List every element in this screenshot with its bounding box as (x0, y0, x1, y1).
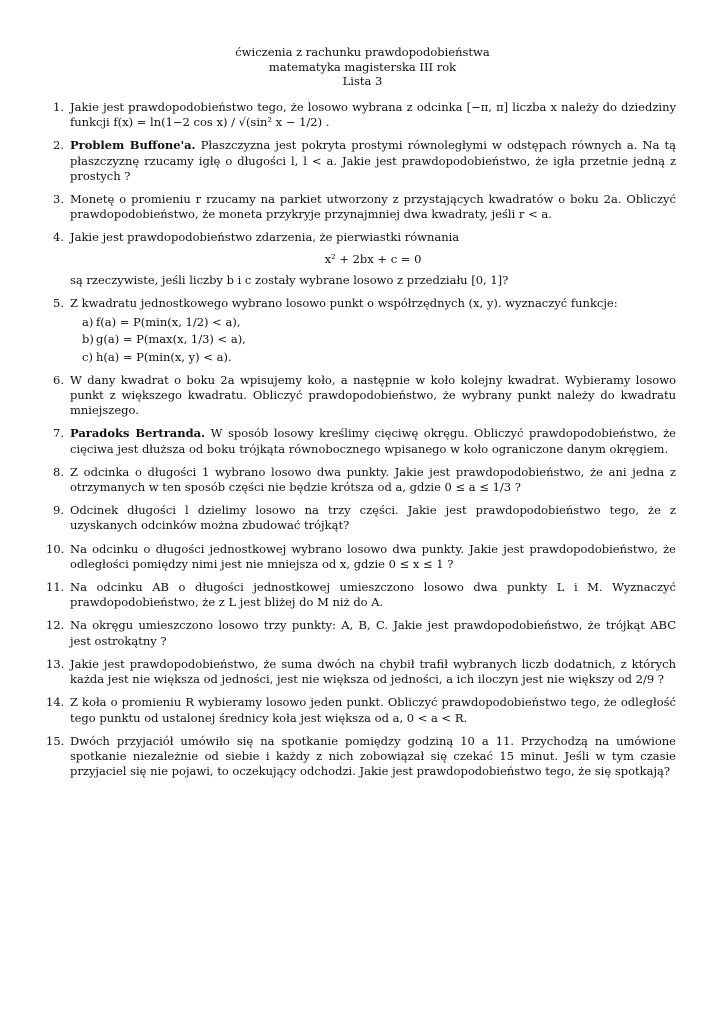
problem-9 (46, 503, 676, 533)
problem-label: Problem Buffone'a. (70, 138, 196, 153)
problem-text: W sposób losowy kreślimy cięciwę okręgu. Obliczyć prawdopodobieństwo, że cięciwa jest dłuższa od boku trójkąta równobocznego wpisanego w koło ograniczone danym okręgiem. (70, 426, 676, 456)
problem-7 (46, 426, 676, 456)
problem-text: Na odcinku o długości jednostkowej wybrano losowo dwa punkty. Jakie jest prawdopodobieństwo, że odległości pomiędzy nimi jest nie mniejsza od x, gdzie 0 ≤ x ≤ 1 ? (70, 541, 676, 571)
problem-14 (46, 695, 676, 725)
problem-10 (46, 542, 676, 572)
header-program: matematyka magisterska III rok (268, 59, 457, 74)
problem-text: Dwóch przyjaciół umówiło się na spotkanie pomiędzy godziną 10 a 11. Przychodzą na umówione spotkanie niezależnie od siebie i każdy z nich zobowiązał się czekać 15 minut. Jeśli w tym czasie przyjaciel się nie pojawi, to oczekujący odchodzi. Jakie jest prawdopodobieństwo tego, że się spotkają? (70, 733, 676, 779)
problem-text-continued: są rzeczywiste, jeśli liczby b i c zostały wybrane losowo z przedziału [0, 1]? (70, 272, 509, 287)
problem-8 (46, 465, 676, 495)
problem-number: 4. (53, 230, 64, 245)
problem-text: Monetę o promieniu r rzucamy na parkiet utworzony z przystających kwadratów o boku 2a. Obliczyć prawdopodobieństwo, że moneta przykryje przynajmniej dwa kwadraty, jeśli r < a. (70, 192, 676, 222)
header-course-title: ćwiczenia z rachunku prawdopodobieństwa (235, 45, 490, 59)
problem-4 (46, 230, 676, 288)
subitem-text: h(a) = P(min(x, y) < a). (96, 349, 232, 364)
problem-list (46, 100, 676, 787)
problem-12 (46, 618, 676, 648)
problem-13 (46, 657, 676, 687)
problem-text: W dany kwadrat o boku 2a wpisujemy koło, a następnie w koło kolejny kwadrat. Wybieramy losowo punkt z większego kwadratu. Obliczyć prawdopodobieństwo, że wybrany punkt należy do kwadratu mniejszego. (70, 372, 676, 418)
problem-number: 5. (53, 296, 64, 311)
subitem-letter: b) (82, 332, 94, 347)
document-header (0, 45, 725, 89)
problem-number: 2. (53, 138, 64, 153)
problem-number: 7. (53, 426, 64, 441)
problem-15 (46, 734, 676, 780)
problem-number: 15. (46, 733, 65, 748)
subitem-text: g(a) = P(max(x, 1/3) < a), (96, 332, 246, 347)
problem-text: Na odcinku AB o długości jednostkowej umieszczono losowo dwa punkty L i M. Wyznaczyć prawdopodobieństwo, że z L jest bliżej do M niż do A. (70, 580, 676, 610)
problem-number: 13. (46, 656, 65, 671)
header-list-number: Lista 3 (342, 74, 383, 88)
subitem-list (70, 315, 676, 365)
problem-6 (46, 373, 676, 419)
problem-text: Jakie jest prawdopodobieństwo zdarzenia, że pierwiastki równania (70, 230, 460, 245)
subitem-c (70, 350, 676, 365)
subitem-b (70, 332, 676, 347)
problem-11 (46, 580, 676, 610)
problem-number: 14. (46, 695, 65, 710)
problem-text: Jakie jest prawdopodobieństwo tego, że losowo wybrana z odcinka [−π, π] liczba x należy do dziedziny funkcji f(x) = ln(1−2 cos x) / √(sin² x − 1/2) . (70, 100, 676, 130)
problem-number: 3. (53, 192, 64, 207)
problem-number: 10. (46, 541, 65, 556)
problem-equation: x² + 2bx + c = 0 (324, 251, 422, 266)
subitem-letter: c) (82, 349, 93, 364)
problem-text: Odcinek długości l dzielimy losowo na trzy części. Jakie jest prawdopodobieństwo tego, że z uzyskanych odcinków można zbudować trójkąt? (70, 503, 676, 533)
problem-text: Jakie jest prawdopodobieństwo, że suma dwóch na chybił trafił wybranych liczb dodatnich, z których każda jest nie większa od jedności, jest nie większa od jedności, a ich iloczyn jest nie większy od 2/9 ? (70, 656, 676, 687)
problem-number: 11. (46, 580, 65, 595)
problem-number: 6. (53, 372, 64, 387)
problem-2 (46, 138, 676, 184)
problem-number: 9. (53, 503, 64, 518)
subitem-letter: a) (82, 315, 94, 330)
problem-text: Na okręgu umieszczono losowo trzy punkty: A, B, C. Jakie jest prawdopodobieństwo, że trójkąt ABC jest ostrokątny ? (70, 618, 676, 648)
subitem-a (70, 315, 676, 330)
problem-text: Z koła o promieniu R wybieramy losowo jeden punkt. Obliczyć prawdopodobieństwo tego, że odległość tego punktu od ustalonej średnicy koła jest większa od a, 0 < a < R. (70, 695, 676, 725)
problem-text: Z odcinka o długości 1 wybrano losowo dwa punkty. Jakie jest prawdopodobieństwo, że ani jedna z otrzymanych w ten sposób części nie będzie krótsza od a, gdzie 0 ≤ a ≤ 1/3 ? (70, 464, 676, 495)
problem-1 (46, 100, 676, 130)
problem-5 (46, 296, 676, 365)
problem-text: Z kwadratu jednostkowego wybrano losowo punkt o współrzędnych (x, y). wyznaczyć funkcje: (70, 296, 618, 311)
problem-number: 8. (53, 464, 64, 479)
problem-number: 12. (46, 618, 65, 633)
problem-3 (46, 192, 676, 222)
problem-text: Płaszczyzna jest pokryta prostymi równoległymi w odstępach równych a. Na tą płaszczyznę rzucamy igłę o długości l, l < a. Jakie jest prawdopodobieństwo, że igła przetnie jedną z prostych ? (70, 138, 677, 183)
subitem-text: f(a) = P(min(x, 1/2) < a), (96, 315, 241, 330)
problem-number: 1. (53, 100, 64, 114)
problem-label: Paradoks Bertranda. (70, 426, 206, 441)
